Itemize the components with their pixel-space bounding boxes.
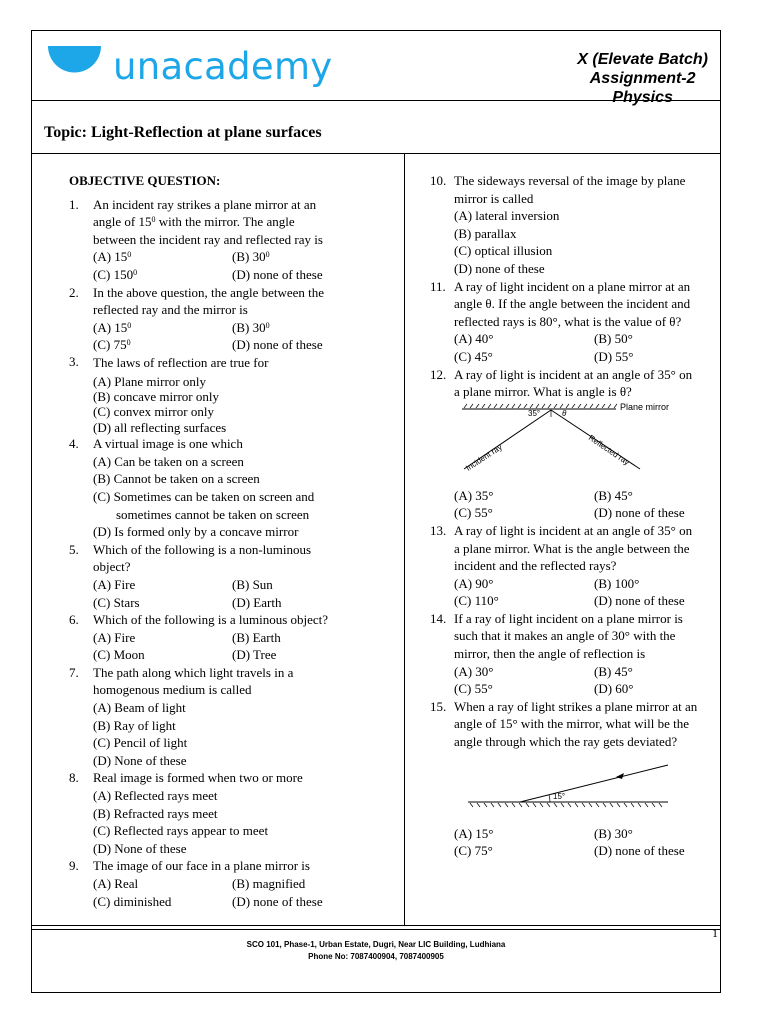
incident-ray-label: Incident ray — [464, 442, 504, 473]
option-a: (A) Can be taken on a screen — [93, 453, 244, 469]
option-a: (A) $15^0$ — [93, 319, 132, 335]
option-b: (B) 30° — [594, 825, 633, 841]
option-d: (D) 55° — [594, 348, 634, 364]
option-a: (A) Reflected rays meet — [93, 788, 218, 804]
option-c: (C) 55° — [454, 505, 493, 521]
question-text: Which of the following is a non-luminous — [93, 541, 312, 557]
question-3 — [69, 354, 369, 435]
option-a: (A) Fire — [93, 576, 136, 592]
question-text: a plane mirror. What is the angle between the — [454, 540, 690, 556]
column-divider — [404, 153, 405, 925]
option-a: (A) 30° — [454, 663, 494, 679]
option-a: (A) Fire — [93, 629, 136, 645]
question-text: mirror is called — [454, 190, 534, 206]
question-6 — [69, 611, 369, 664]
option-c: (C) Sometimes can be taken on screen and — [93, 488, 315, 504]
question-text: reflected rays is 80°, what is the value of θ? — [454, 313, 682, 329]
option-b: (B) $30^0$ — [232, 249, 270, 265]
option-d: (D) Tree — [232, 647, 277, 663]
question-text: object? — [93, 559, 131, 575]
option-d: (D) none of these — [232, 893, 323, 909]
topic-divider — [31, 153, 721, 154]
option-d: (D) Earth — [232, 594, 282, 610]
question-text: If a ray of light incident on a plane mirror is — [454, 610, 683, 626]
question-5 — [69, 541, 369, 611]
assignment-title: Assignment-2 — [589, 70, 696, 87]
deviation-diagram — [458, 763, 673, 821]
option-c: (C) diminished — [93, 893, 172, 909]
question-text: homogenous medium is called — [93, 682, 252, 698]
question-8 — [69, 769, 369, 857]
question-number: 7. — [69, 664, 79, 680]
question-12 — [430, 366, 720, 522]
option-d: (D) None of these — [93, 840, 187, 856]
footer — [31, 939, 721, 963]
question-number: 14. — [430, 610, 447, 626]
option-a: (A) 15° — [454, 825, 494, 841]
question-text: In the above question, the angle between the — [93, 284, 325, 300]
option-a: (A) Real — [93, 876, 139, 891]
mirror-hatching — [470, 803, 662, 807]
option-b: (B) magnified — [232, 876, 306, 891]
brand-name: unacademy — [113, 44, 333, 88]
question-number: 1. — [69, 196, 79, 212]
option-c: (C) 110° — [454, 593, 499, 609]
question-1 — [69, 196, 369, 284]
header-info — [577, 50, 708, 107]
section-title: OBJECTIVE QUESTION: — [69, 173, 221, 188]
option-c: (C) $75^0$ — [93, 337, 131, 353]
option-c-continued: sometimes cannot be taken on screen — [116, 506, 310, 522]
question-4 — [69, 435, 369, 541]
question-number: 11. — [430, 278, 446, 294]
option-c: (C) $150^0$ — [93, 266, 138, 282]
option-b: (B) Ray of light — [93, 717, 176, 733]
footer-divider-2 — [31, 929, 721, 930]
question-text: such that it makes an angle of 30° with the — [454, 628, 676, 644]
question-10 — [430, 172, 720, 278]
question-text: A ray of light incident on a plane mirror at an — [454, 278, 691, 294]
question-text: angle of 15° with the mirror, what will be the — [454, 716, 690, 732]
option-a: (A) lateral inversion — [454, 208, 560, 224]
option-b: (B) Cannot be taken on a screen — [93, 471, 260, 487]
footer-divider — [31, 925, 721, 926]
left-column — [69, 172, 369, 910]
mirror-label: Plane mirror — [620, 402, 670, 412]
option-b: (B) $30^0$ — [232, 319, 270, 335]
subject-title: Physics — [612, 89, 673, 106]
question-number: 4. — [69, 436, 79, 452]
right-column — [430, 172, 720, 860]
question-number: 8. — [69, 770, 79, 786]
question-text: The laws of reflection are true for — [93, 354, 269, 370]
topic-title: Topic: Light-Reflection at plane surfaces — [44, 124, 322, 141]
question-15 — [430, 698, 720, 860]
option-b: (B) Sun — [232, 576, 273, 592]
option-d: (D) none of these — [454, 260, 545, 276]
option-b: (B) 45° — [594, 487, 633, 503]
angle-arc — [549, 795, 550, 802]
question-text: angle of $15^0$ with the mirror. The angle — [93, 214, 295, 230]
question-number: 9. — [69, 858, 79, 874]
option-c: (C) Moon — [93, 647, 145, 663]
question-number: 6. — [69, 612, 79, 628]
option-c: (C) Reflected rays appear to meet — [93, 823, 269, 839]
question-14 — [430, 610, 720, 698]
question-number: 2. — [69, 284, 79, 300]
question-number: 10. — [430, 173, 447, 188]
question-text: between the incident ray and reflected ray is — [93, 231, 323, 247]
option-d: (D) None of these — [93, 752, 187, 768]
question-text: A virtual image is one which — [93, 436, 243, 452]
option-b: (B) 45° — [594, 663, 633, 679]
question-text: mirror, then the angle of reflection is — [454, 646, 646, 662]
question-number: 5. — [69, 541, 79, 557]
angle-label: 15° — [553, 791, 566, 801]
question-text: The image of our face in a plane mirror is — [93, 858, 310, 874]
option-a: (A) $15^0$ — [93, 249, 132, 265]
option-d: (D) all reflecting surfaces — [93, 419, 227, 435]
option-a: (A) Beam of light — [93, 700, 186, 716]
question-text: The sideways reversal of the image by plane — [454, 173, 686, 188]
question-text: A ray of light is incident at an angle of 35° on — [454, 522, 693, 538]
footer-phone: Phone No: 7087400904, 7087400905 — [308, 952, 444, 961]
option-d: (D) Is formed only by a concave mirror — [93, 524, 299, 540]
question-number: 3. — [69, 353, 79, 369]
page-number: 1 — [712, 926, 718, 940]
theta-label: θ — [562, 408, 567, 418]
option-b: (B) Refracted rays meet — [93, 805, 218, 821]
question-text: Real image is formed when two or more — [93, 770, 303, 786]
question-text: a plane mirror. What is angle is θ? — [454, 384, 632, 400]
angle-label: 35° — [528, 408, 541, 418]
question-text: angle through which the ray gets deviated? — [454, 734, 678, 750]
option-c: (C) optical illusion — [454, 243, 553, 259]
option-d: (D) none of these — [594, 505, 685, 521]
mirror-hatching — [464, 404, 617, 408]
option-d: (D) none of these — [594, 843, 685, 859]
reflected-ray-label: Reflected ray — [586, 432, 631, 467]
unacademy-logo-icon — [46, 44, 103, 88]
option-c: (C) Stars — [93, 594, 140, 610]
option-a: (A) 35° — [454, 487, 494, 503]
question-text: An incident ray strikes a plane mirror at an — [93, 196, 317, 212]
option-b: (B) Earth — [232, 629, 281, 645]
incident-ray — [520, 765, 668, 802]
option-b: (B) concave mirror only — [93, 388, 219, 404]
question-text: When a ray of light strikes a plane mirror at an — [454, 698, 698, 714]
question-9 — [69, 857, 369, 910]
option-c: (C) 45° — [454, 348, 493, 364]
question-7 — [69, 664, 369, 770]
question-number: 13. — [430, 522, 447, 538]
option-b: (B) 50° — [594, 331, 633, 347]
question-text: angle θ. If the angle between the incident and — [454, 296, 691, 312]
option-c: (C) Pencil of light — [93, 735, 188, 751]
option-b: (B) 100° — [594, 575, 640, 591]
option-d: (D) none of these — [594, 593, 685, 609]
question-text: A ray of light is incident at an angle of 35° on — [454, 366, 693, 382]
question-text: Which of the following is a luminous object? — [93, 612, 329, 628]
option-c: (C) convex mirror only — [93, 404, 214, 420]
question-number: 12. — [430, 366, 447, 382]
question-text: The path along which light travels in a — [93, 664, 294, 680]
brand-logo — [46, 44, 332, 88]
option-b: (B) parallax — [454, 225, 517, 241]
option-d: (D) none of these — [232, 337, 323, 353]
footer-address: SCO 101, Phase-1, Urban Estate, Dugri, Near LIC Building, Ludhiana — [246, 940, 506, 949]
option-a: (A) 90° — [454, 575, 494, 591]
question-number: 15. — [430, 698, 447, 714]
option-a: (A) 40° — [454, 331, 494, 347]
option-d: (D) none of these — [232, 266, 323, 282]
batch-title: X (Elevate Batch) — [577, 51, 708, 68]
question-11 — [430, 278, 720, 366]
question-text: reflected ray and the mirror is — [93, 302, 248, 318]
option-c: (C) 75° — [454, 843, 493, 859]
question-text: incident and the reflected rays? — [454, 558, 617, 574]
question-13 — [430, 522, 720, 610]
option-a: (A) Plane mirror only — [93, 373, 207, 389]
question-2 — [69, 284, 369, 354]
reflection-diagram — [458, 403, 673, 483]
option-c: (C) 55° — [454, 681, 493, 697]
option-d: (D) 60° — [594, 681, 634, 697]
